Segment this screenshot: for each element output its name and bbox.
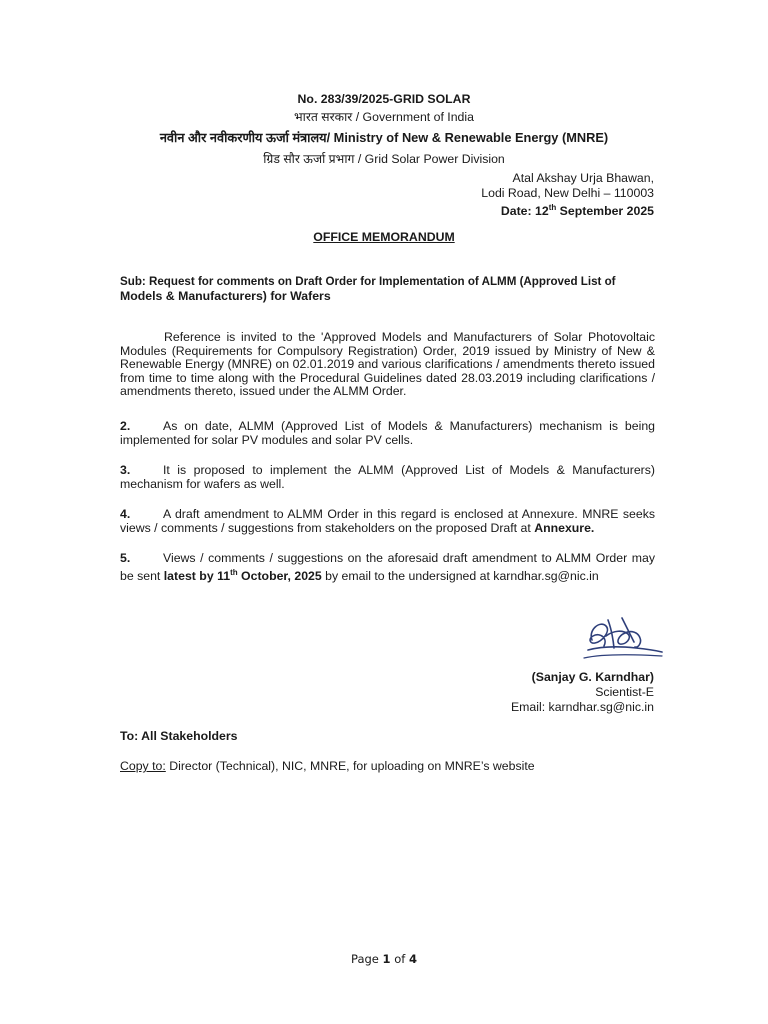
copy-to-line — [120, 760, 535, 773]
p5-first-line — [120, 552, 655, 566]
p2-line-1: As on date, ALMM (Approved List of Models & Manufacturers) mechanism is being — [163, 419, 655, 433]
copy-to-label: Copy to: — [120, 759, 166, 773]
p5-line-2 — [120, 566, 655, 584]
p2-number: 2. — [120, 419, 131, 433]
subject-line-1: Sub: Request for comments on Draft Order for Implementation of ALMM (Approved List of — [120, 275, 616, 288]
signature-stroke — [588, 647, 662, 652]
reference-number: No. 283/39/2025-GRID SOLAR — [297, 92, 471, 106]
memo-title: OFFICE MEMORANDUM — [313, 230, 455, 244]
p5-pre: be sent — [120, 568, 164, 583]
handwritten-signature — [578, 612, 668, 668]
p1-line: amendments thereto, issued under the ALMM Order. — [120, 384, 407, 398]
paragraph-3 — [120, 464, 655, 491]
subject-line-2: Models & Manufacturers) for Wafers — [120, 289, 331, 303]
p4-line-1: A draft amendment to ALMM Order in this regard is enclosed at Annexure. MNRE seeks — [163, 507, 655, 521]
address-line-2: Lodi Road, New Delhi – 110003 — [481, 186, 654, 200]
p1-line: Renewable Energy (MNRE) on 02.01.2019 and various clarifications / amendments thereto issued — [120, 357, 655, 371]
p4-first-line — [120, 508, 655, 522]
p1-line: Modules (Requirements for Compulsory Registration) Order, 2019 issued by Ministry of New & — [120, 343, 655, 358]
signature-underline — [584, 655, 662, 658]
page-number — [0, 953, 768, 966]
signature-stroke — [606, 631, 641, 647]
to-line: To: All Stakeholders — [120, 729, 238, 743]
address-line-1: Atal Akshay Urja Bhawan, — [512, 171, 654, 185]
p3-line-1: It is proposed to implement the ALMM (Approved List of Models & Manufacturers) — [163, 463, 655, 477]
government-line: भारत सरकार / Government of India — [294, 110, 474, 124]
p5-deadline-post: October, 2025 — [237, 568, 322, 583]
p3-number: 3. — [120, 463, 131, 477]
p5-number: 5. — [120, 551, 131, 565]
copy-to-text: Director (Technical), NIC, MNRE, for uploading on MNRE’s website — [165, 759, 535, 773]
p1-line: from time to time along with the Procedural Guidelines dated 28.03.2019 including clarifications / — [120, 370, 655, 385]
p3-first-line — [120, 464, 655, 478]
paragraph-2 — [120, 420, 655, 447]
p4-line-2-text: views / comments / suggestions from stakeholders on the proposed Draft at — [120, 520, 535, 535]
date-superscript: th — [548, 203, 557, 212]
p1-line: Reference is invited to the 'Approved Models and Manufacturers of Solar Photovoltaic — [164, 330, 655, 344]
division-line: ग्रिड सौर ऊर्जा प्रभाग / Grid Solar Power Division — [263, 152, 505, 166]
p5-deadline-pre: latest by 11 — [163, 568, 231, 583]
signatory-designation: Scientist-E — [595, 685, 654, 699]
p2-line-2: implemented for solar PV modules and solar PV cells. — [120, 432, 414, 447]
signature-stroke — [590, 624, 607, 646]
signatory-name: (Sanjay G. Karndhar) — [531, 670, 654, 684]
p5-deadline — [164, 569, 322, 583]
date-suffix: September 2025 — [556, 204, 654, 219]
paragraph-1 — [120, 331, 655, 399]
signature-stroke — [622, 618, 634, 642]
date-prefix: Date: 12 — [500, 204, 549, 219]
p5-line-1: Views / comments / suggestions on the aforesaid draft amendment to ALMM Order may — [163, 551, 655, 565]
page-of: of — [390, 952, 409, 966]
date-line — [501, 201, 654, 218]
signatory-email: Email: karndhar.sg@nic.in — [510, 700, 654, 714]
p4-line-2 — [120, 522, 655, 536]
p5-post: by email to the undersigned at karndhar.sg@nic.in — [321, 568, 599, 583]
page-prefix: Page — [351, 952, 383, 966]
paragraph-5 — [120, 552, 655, 583]
page-total: 4 — [408, 952, 417, 966]
p5-deadline-sup: th — [230, 567, 238, 577]
p4-number: 4. — [120, 507, 131, 521]
page-current: 1 — [382, 952, 391, 966]
ministry-line: नवीन और नवीकरणीय ऊर्जा मंत्रालय/ Ministry of New & Renewable Energy (MNRE) — [159, 130, 609, 145]
p3-line-2: mechanism for wafers as well. — [120, 476, 285, 491]
p2-first-line — [120, 420, 655, 434]
paragraph-4 — [120, 508, 655, 535]
p4-annexure: Annexure. — [534, 520, 595, 535]
